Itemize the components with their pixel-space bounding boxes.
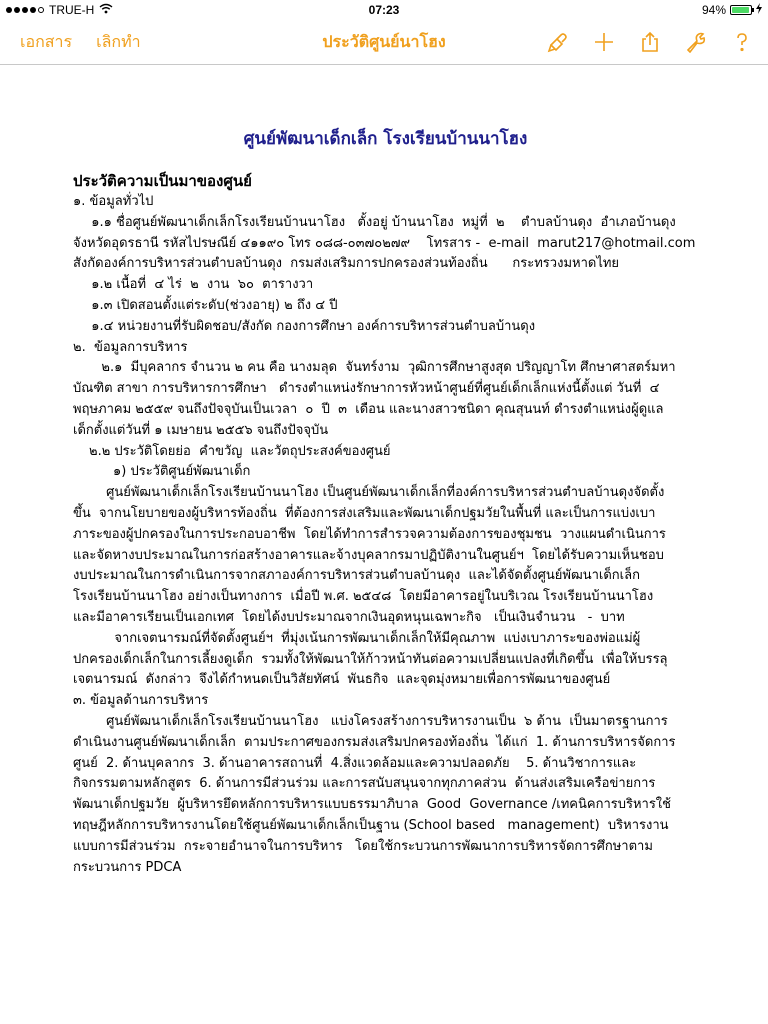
paragraph: ๒. ข้อมูลการบริหาร (73, 339, 188, 355)
paragraph: ขึ้น จากนโยบายของผู้บริหารท้องถิ่น ที่ต้องการส่งเสริมและพัฒนาเด็กปฐมวัยในพื้นที่ และเป็นการแบ่งเบา (73, 505, 656, 521)
paragraph: ๑.๑ ชื่อศูนย์พัฒนาเด็กเล็กโรงเรียนบ้านนาโฮง ตั้งอยู่ บ้านนาโฮง หมู่ที่ ๒ ตำบลบ้านดุง อำเภอบ้านดุง (83, 214, 676, 230)
charging-icon (756, 3, 762, 17)
paragraph: สังกัดองค์การบริหารส่วนตำบลบ้านดุง กรมส่งเสริมการปกครองส่วนท้องถิ่น กระทรวงมหาดไทย (73, 256, 620, 272)
document-title: ประวัติศูนย์นาโฮง (322, 32, 446, 51)
paragraph: พฤษภาคม ๒๕๕๙ จนถึงปัจจุบันเป็นเวลา ๐ ปี ๓ เดือน และนางสาวชนิดา คุณสุนนท์ ดำรงตำแหน่งผู้ดูแล (73, 401, 664, 417)
document-heading-title: ศูนย์พัฒนาเด็กเล็ก โรงเรียนบ้านนาโฮง (243, 129, 528, 149)
paragraph: ดำเนินงานศูนย์พัฒนาเด็กเล็ก ตามประกาศของกรมส่งเสริมปกครองท้องถิ่น ได้แก่ 1. ด้านการบริหารจัดการ (73, 734, 676, 750)
paragraph: ๑.๒ เนื้อที่ ๔ ไร่ ๒ งาน ๖๐ ตารางวา (83, 277, 314, 293)
paragraph: ๑.๔ หน่วยงานที่รับผิดชอบ/สังกัด กองการศึกษา องค์การบริหารส่วนตำบลบ้านดุง (83, 318, 536, 334)
paragraph: ๒.๑ มีบุคลากร จำนวน ๒ คน คือ นางมลุด จันทร์งาม วุฒิการศึกษาสูงสุด ปริญญาโท ศึกษาศาสตร์มหา (89, 360, 676, 376)
toolbar-left (20, 20, 141, 64)
documents-button[interactable]: เอกสาร (20, 31, 73, 51)
paragraph: และมีอาคารเรียนเป็นเอกเทศ โดยได้งบประมาณจากเงินอุดหนุนเฉพาะกิจ เป็นเงินจำนวน - บาท (73, 609, 625, 625)
carrier-name: TRUE-H (49, 3, 95, 17)
paragraph: ๑.๓ เปิดสอนตั้งแต่ระดับ(ช่วงอายุ) ๒ ถึง ๔ ปี (83, 297, 338, 313)
toolbar (0, 20, 768, 65)
status-bar (0, 0, 768, 20)
paragraph: กระบวนการ PDCA (73, 859, 182, 875)
add-icon[interactable] (592, 30, 616, 54)
paragraph: กิจกรรมตามหลักสูตร 6. ด้านการมีส่วนร่วม และการสนับสนุนจากทุกภาคส่วน ด้านส่งเสริมเครือข่ายการ (73, 776, 656, 792)
status-right (702, 3, 762, 17)
wrench-icon[interactable] (684, 30, 708, 54)
clock: 07:23 (368, 3, 400, 17)
paragraph: ศูนย์พัฒนาเด็กเล็กโรงเรียนบ้านนาโฮง แบ่งโครงสร้างการบริหารงานเป็น ๖ ด้าน เป็นมาตรฐานการ (73, 713, 668, 729)
paragraph: ทฤษฎีหลักการบริหารงานโดยใช้ศูนย์พัฒนาเด็กเล็กเป็นฐาน (School based management) บริหารงาน (73, 817, 669, 833)
paragraph: งบประมาณในการดำเนินการจากสภาองค์การบริหารส่วนตำบลบ้านดุง และได้จัดตั้งศูนย์พัฒนาเด็กเล็ก (73, 568, 640, 584)
paragraph: พัฒนาเด็กปฐมวัย ผู้บริหารยึดหลักการบริหารแบบธรรมาภิบาล Good Governance /เทคนิคการบริหารใช้ (73, 797, 671, 813)
share-icon[interactable] (638, 30, 662, 54)
paragraph: แบบการมีส่วนร่วม กระจายอำนาจในการบริหาร โดยใช้กระบวนการพัฒนาการบริหารจัดการศึกษาตาม (73, 838, 653, 854)
paragraph: จากเจตนารมณ์ที่จัดตั้งศูนย์ฯ ที่มุ่งเน้นการพัฒนาเด็กเล็กให้มีคุณภาพ แบ่งเบาภาระของพ่อแม่ผู้ (73, 630, 641, 646)
paragraph: ปกครองเด็กเล็กในการเลี้ยงดูเด็ก รวมทั้งให้พัฒนาให้ก้าวหน้าทันต่อความเปลี่ยนแปลงที่เกิดขึ้น เพื่อให้บรรลุ (73, 651, 668, 667)
toolbar-right (546, 20, 754, 64)
paragraph: บัณฑิต สาขา การบริหารการศึกษา ดำรงตำแหน่งรักษาการหัวหน้าศูนย์ที่ศูนย์เด็กเล็กแห่งนี้ตั้งแต่ วันที่ ๔ (73, 381, 660, 397)
undo-button[interactable]: เลิกทำ (96, 31, 141, 51)
battery-icon (730, 5, 752, 15)
paragraph: เจตนารมณ์ ดังกล่าว จึงได้กำหนดเป็นวิสัยทัศน์ พันธกิจ และจุดมุ่งหมายเพื่อการพัฒนาของศูนย์ (73, 672, 611, 688)
section-heading: ประวัติความเป็นมาของศูนย์ (73, 172, 252, 190)
paragraph: ๑. ข้อมูลทั่วไป (73, 194, 154, 209)
paragraph: ภาระของผู้ปกครองในการประกอบอาชีพ โดยได้ทำการสำรวจความต้องการของชุมชน วางแผนดำเนินการ (73, 526, 666, 542)
paragraph: เด็กตั้งแต่วันที่ ๑ เมษายน ๒๕๕๖ จนถึงปัจจุบัน (73, 422, 329, 438)
help-icon[interactable] (730, 30, 754, 54)
paragraph: จังหวัดอุดรธานี รหัสไปรษณีย์ ๔๑๑๙๐ โทร ๐๘๘-๐๓๗๐๒๗๙ โทรสาร - e-mail marut217@hotmail.com (73, 235, 696, 251)
paragraph: โรงเรียนบ้านนาโฮง อย่างเป็นทางการ เมื่อปี พ.ศ. ๒๕๔๘ โดยมีอาคารอยู่ในบริเวณ โรงเรียนบ้านนาโฮง (73, 589, 654, 605)
paragraph: ศูนย์พัฒนาเด็กเล็กโรงเรียนบ้านนาโฮง เป็นศูนย์พัฒนาเด็กเล็กที่องค์การบริหารส่วนตำบลบ้านดุงจัดตั้ง (73, 485, 665, 501)
paragraph: และจัดหางบประมาณในการก่อสร้างอาคารและจ้างบุคลากรมาปฏิบัติงานในศูนย์ฯ โดยได้รับความเห็นชอบ (73, 547, 664, 563)
paragraph: ศูนย์ 2. ด้านบุคลากร 3. ด้านอาคารสถานที่ 4.สิ่งแวดล้อมและความปลอดภัย 5. ด้านวิชาการและ (73, 755, 637, 771)
document-body[interactable] (73, 128, 698, 878)
paragraph-list (73, 192, 698, 878)
format-brush-icon[interactable] (546, 30, 570, 54)
paragraph: ๒.๒ ประวัติโดยย่อ คำขวัญ และวัตถุประสงค์ของศูนย์ (89, 443, 391, 459)
paragraph: ๓. ข้อมูลด้านการบริหาร (73, 693, 209, 709)
paragraph: ๑) ประวัติศูนย์พัฒนาเด็ก (113, 464, 251, 480)
battery-percent: 94% (701, 3, 726, 17)
